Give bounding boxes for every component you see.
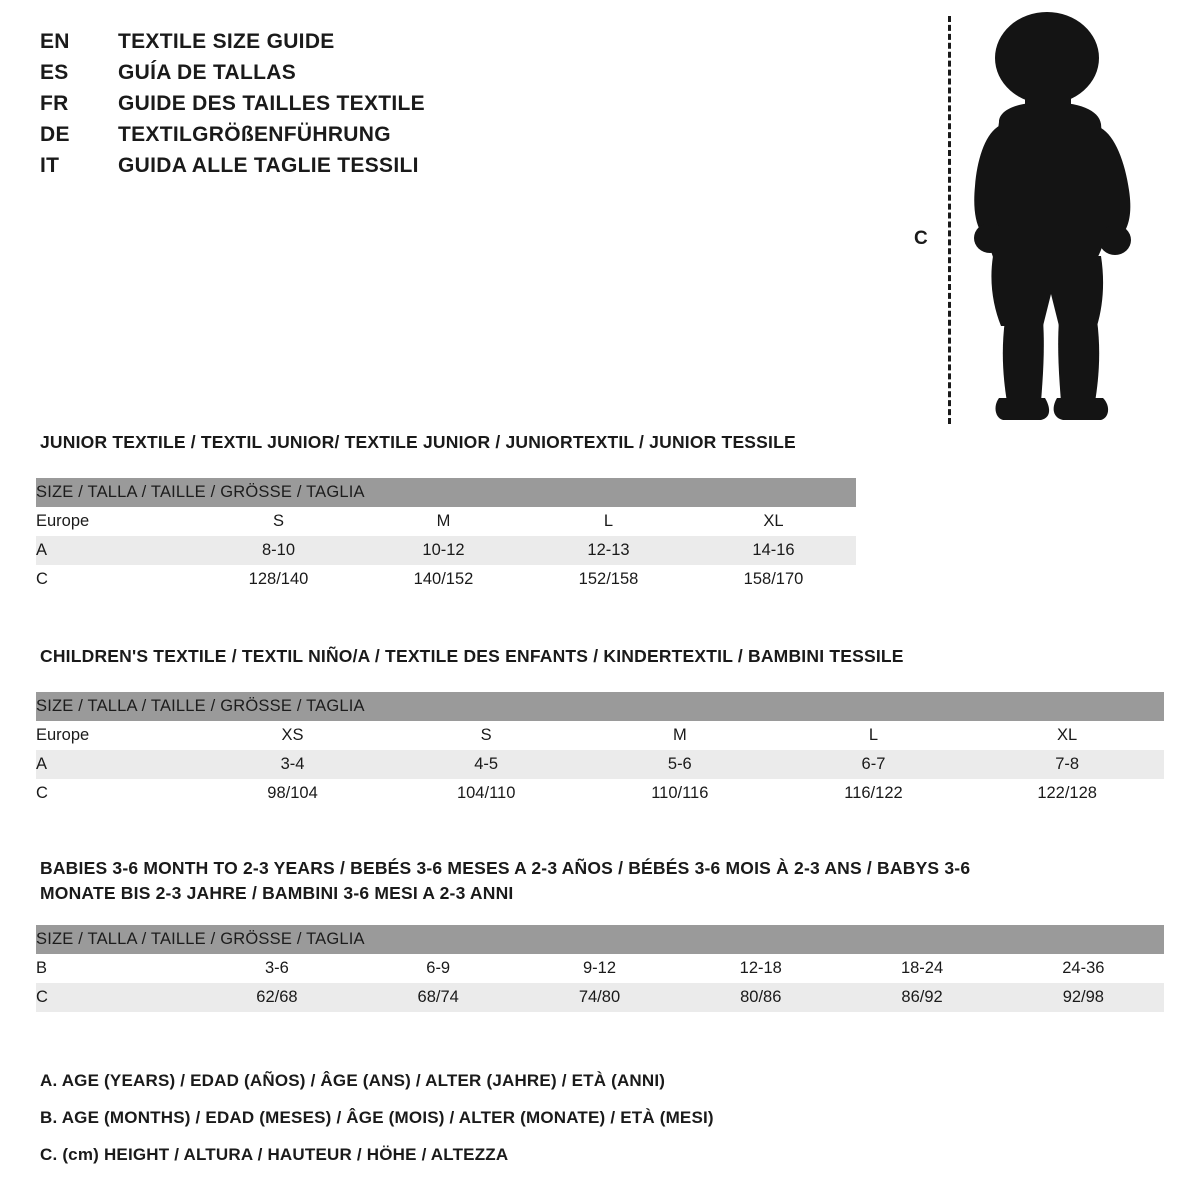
language-code: FR: [40, 92, 69, 115]
language-title: TEXTILE SIZE GUIDE: [118, 30, 335, 53]
cell-value: M: [361, 507, 526, 536]
cell-value: 14-16: [691, 536, 856, 565]
cell-value: 158/170: [691, 565, 856, 594]
row-label: A: [36, 750, 196, 779]
babies-size-table: [36, 925, 1164, 1012]
table-header-label: SIZE / TALLA / TAILLE / GRÖSSE / TAGLIA: [36, 692, 1164, 721]
row-label: C: [36, 779, 196, 808]
cell-value: XL: [691, 507, 856, 536]
section-title-junior: JUNIOR TEXTILE / TEXTIL JUNIOR/ TEXTILE JUNIOR / JUNIORTEXTIL / JUNIOR TESSILE: [40, 432, 796, 452]
table-header-label: SIZE / TALLA / TAILLE / GRÖSSE / TAGLIA: [36, 478, 856, 507]
table-row: [36, 954, 1164, 983]
language-code: DE: [40, 123, 70, 146]
cell-value: 12-13: [526, 536, 691, 565]
cell-value: 116/122: [777, 779, 971, 808]
cell-value: 6-9: [358, 954, 519, 983]
cell-value: 24-36: [1003, 954, 1164, 983]
cell-value: L: [777, 721, 971, 750]
language-row: [40, 123, 680, 154]
table-row: [36, 565, 856, 594]
language-title: GUIDA ALLE TAGLIE TESSILI: [118, 154, 419, 177]
table-header-bar: [36, 692, 1164, 721]
cell-value: 8-10: [196, 536, 361, 565]
row-label: B: [36, 954, 196, 983]
cell-value: 92/98: [1003, 983, 1164, 1012]
footnote-b: B. AGE (MONTHS) / EDAD (MESES) / ÂGE (MOIS) / ALTER (MONATE) / ETÀ (MESI): [40, 1108, 714, 1127]
language-title-list: [40, 30, 680, 185]
language-row: [40, 154, 680, 185]
language-title: TEXTILGRÖßENFÜHRUNG: [118, 123, 391, 146]
cell-value: S: [196, 507, 361, 536]
section-title-babies: BABIES 3-6 MONTH TO 2-3 YEARS / BEBÉS 3-6 MESES A 2-3 AÑOS / BÉBÉS 3-6 MOIS À 2-3 ANS / BABYS 3-6 MONATE BIS 2-3 JAHRE / BAMBINI 3-6 MESI A 2-3 ANNI: [40, 858, 971, 904]
language-code: IT: [40, 154, 60, 177]
child-silhouette-icon: [955, 10, 1160, 430]
cell-value: 110/116: [583, 779, 777, 808]
language-row: [40, 30, 680, 61]
language-title: GUÍA DE TALLAS: [118, 61, 297, 84]
cell-value: 18-24: [841, 954, 1002, 983]
height-dashed-line: [948, 16, 951, 424]
cell-value: 4-5: [389, 750, 583, 779]
cell-value: 7-8: [970, 750, 1164, 779]
footnote-list: [40, 1072, 1040, 1183]
language-row: [40, 61, 680, 92]
cell-value: 68/74: [358, 983, 519, 1012]
table-header-bar: [36, 478, 856, 507]
table-row: [36, 536, 856, 565]
cell-value: 12-18: [680, 954, 841, 983]
cell-value: M: [583, 721, 777, 750]
cell-value: 3-4: [196, 750, 390, 779]
cell-value: 74/80: [519, 983, 680, 1012]
language-code: ES: [40, 61, 69, 84]
children-size-table: [36, 692, 1164, 808]
cell-value: 104/110: [389, 779, 583, 808]
cell-value: 128/140: [196, 565, 361, 594]
footnote-c: C. (cm) HEIGHT / ALTURA / HAUTEUR / HÖHE / ALTEZZA: [40, 1145, 509, 1164]
height-marker-label: C: [914, 228, 928, 249]
language-row: [40, 92, 680, 123]
cell-value: 98/104: [196, 779, 390, 808]
cell-value: L: [526, 507, 691, 536]
row-label: C: [36, 565, 196, 594]
language-code: EN: [40, 30, 70, 53]
table-row: [36, 721, 1164, 750]
row-label: A: [36, 536, 196, 565]
cell-value: 5-6: [583, 750, 777, 779]
cell-value: 6-7: [777, 750, 971, 779]
table-row: [36, 750, 1164, 779]
language-title: GUIDE DES TAILLES TEXTILE: [118, 92, 425, 115]
cell-value: 140/152: [361, 565, 526, 594]
child-figure-area: [900, 10, 1160, 430]
cell-value: 62/68: [196, 983, 357, 1012]
cell-value: S: [389, 721, 583, 750]
table-row: [36, 983, 1164, 1012]
table-header-bar: [36, 925, 1164, 954]
table-header-label: SIZE / TALLA / TAILLE / GRÖSSE / TAGLIA: [36, 925, 1164, 954]
cell-value: XS: [196, 721, 390, 750]
footnote-a: A. AGE (YEARS) / EDAD (AÑOS) / ÂGE (ANS) / ALTER (JAHRE) / ETÀ (ANNI): [40, 1071, 666, 1090]
cell-value: 80/86: [680, 983, 841, 1012]
table-row: [36, 779, 1164, 808]
cell-value: XL: [970, 721, 1164, 750]
cell-value: 10-12: [361, 536, 526, 565]
cell-value: 152/158: [526, 565, 691, 594]
section-title-children: CHILDREN'S TEXTILE / TEXTIL NIÑO/A / TEXTILE DES ENFANTS / KINDERTEXTIL / BAMBINI TESSILE: [40, 646, 904, 666]
cell-value: 3-6: [196, 954, 357, 983]
cell-value: 122/128: [970, 779, 1164, 808]
table-row: [36, 507, 856, 536]
row-label: Europe: [36, 721, 196, 750]
row-label: C: [36, 983, 196, 1012]
cell-value: 86/92: [841, 983, 1002, 1012]
cell-value: 9-12: [519, 954, 680, 983]
row-label: Europe: [36, 507, 196, 536]
junior-size-table: [36, 478, 856, 594]
